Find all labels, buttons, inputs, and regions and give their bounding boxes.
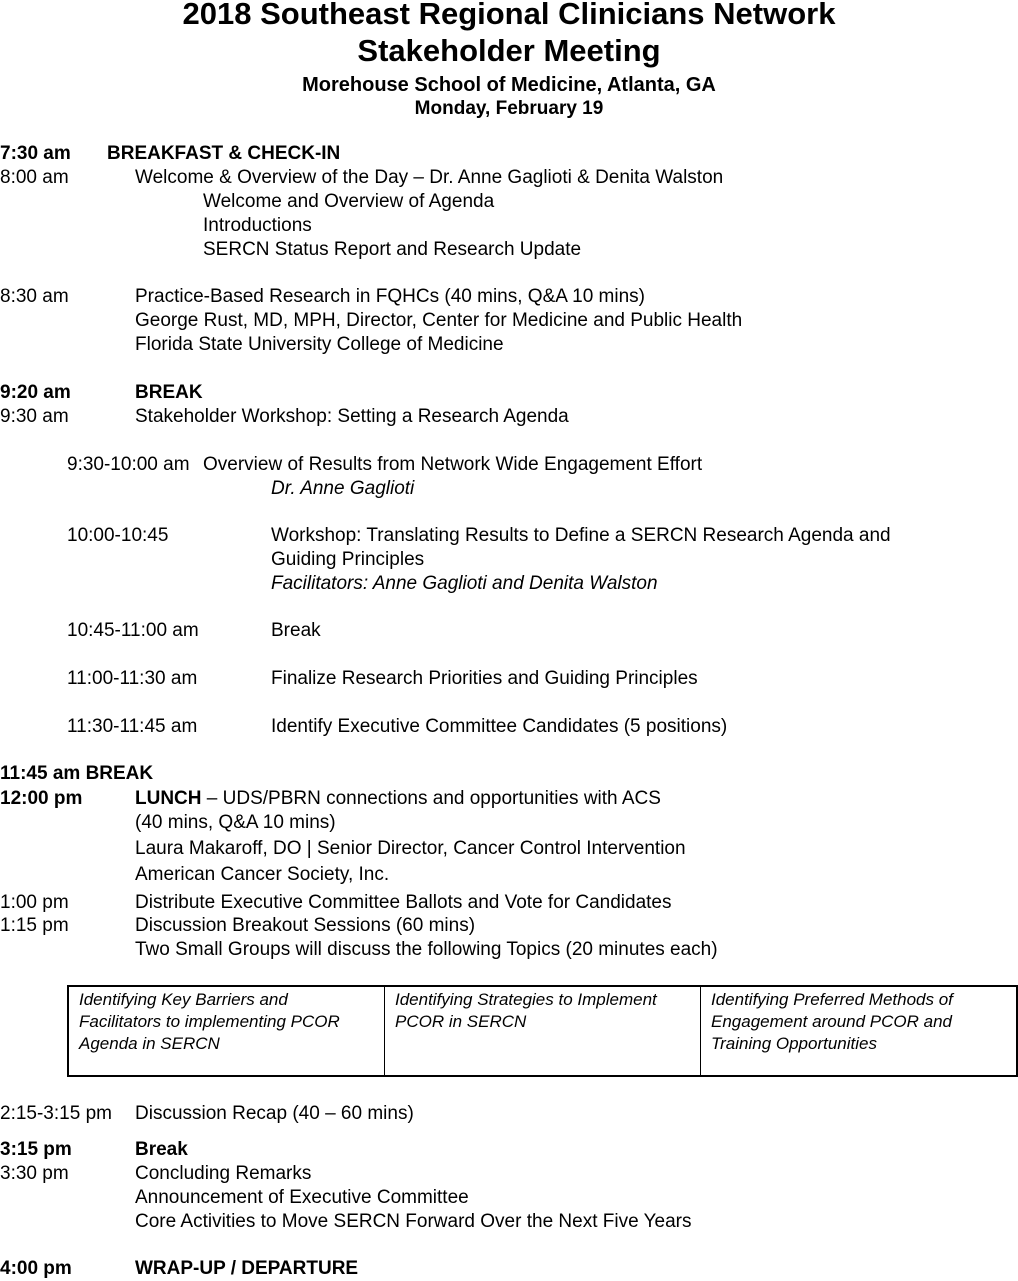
- topic-cell: Identifying Strategies to Implement PCOR in SERCN: [385, 987, 701, 1075]
- item-concluding-sub: Core Activities to Move SERCN Forward Over the Next Five Years: [135, 1211, 692, 1232]
- lunch-label: LUNCH: [135, 788, 202, 809]
- item-research-fqhc: Practice-Based Research in FQHCs (40 mins, Q&A 10 mins): [135, 286, 646, 307]
- item-breakout: Discussion Breakout Sessions (60 mins): [135, 915, 476, 936]
- item-break-315: Break: [135, 1139, 188, 1160]
- session-title: Identify Executive Committee Candidates (5 positions): [271, 716, 728, 737]
- item-workshop: Stakeholder Workshop: Setting a Research Agenda: [135, 406, 569, 427]
- session-speaker: Dr. Anne Gaglioti: [271, 478, 415, 499]
- session-title: Workshop: Translating Results to Define a SERCN Research Agenda and: [271, 525, 891, 546]
- item-breakfast: BREAKFAST & CHECK-IN: [107, 143, 341, 164]
- topic-cell: Identifying Preferred Methods of Engagement around PCOR and Training Opportunities: [711, 990, 953, 1053]
- speaker-affiliation: Florida State University College of Medicine: [135, 334, 504, 355]
- time-1145-break: 11:45 am BREAK: [0, 763, 154, 784]
- page-subtitle: Stakeholder Meeting: [357, 33, 661, 68]
- item-welcome-sub: SERCN Status Report and Research Update: [203, 239, 582, 260]
- time-730: 7:30 am: [0, 143, 71, 164]
- time-100: 1:00 pm: [0, 892, 69, 913]
- session-title: Break: [271, 620, 321, 641]
- time-1200: 12:00 pm: [0, 788, 83, 809]
- item-concluding-sub: Announcement of Executive Committee: [135, 1187, 469, 1208]
- meeting-date: Monday, February 19: [414, 98, 604, 119]
- item-welcome-sub: Introductions: [203, 215, 312, 236]
- lunch-sub: (40 mins, Q&A 10 mins): [135, 812, 336, 833]
- speaker-affiliation: American Cancer Society, Inc.: [135, 864, 390, 885]
- time-830: 8:30 am: [0, 286, 69, 307]
- time-930: 9:30 am: [0, 406, 69, 427]
- session-title: Finalize Research Priorities and Guiding Principles: [271, 668, 698, 689]
- session-title: Overview of Results from Network Wide Engagement Effort: [203, 454, 703, 475]
- session-speaker: Facilitators: Anne Gaglioti and Denita Walston: [271, 573, 658, 594]
- session-title: Guiding Principles: [271, 549, 425, 570]
- time-115: 1:15 pm: [0, 915, 69, 936]
- session-time: 11:00-11:30 am: [67, 668, 198, 689]
- speaker-line: Laura Makaroff, DO | Senior Director, Cancer Control Intervention: [135, 838, 686, 859]
- session-time: 10:45-11:00 am: [67, 620, 199, 641]
- item-concluding: Concluding Remarks: [135, 1163, 312, 1184]
- item-welcome-sub: Welcome and Overview of Agenda: [203, 191, 495, 212]
- time-330: 3:30 pm: [0, 1163, 69, 1184]
- time-400: 4:00 pm: [0, 1258, 72, 1279]
- session-time: 11:30-11:45 am: [67, 716, 198, 737]
- time-920: 9:20 am: [0, 382, 71, 403]
- lunch-desc: – UDS/PBRN connections and opportunities with ACS: [201, 788, 661, 809]
- item-welcome: Welcome & Overview of the Day – Dr. Anne Gaglioti & Denita Walston: [135, 167, 724, 188]
- item-wrapup: WRAP-UP / DEPARTURE: [135, 1258, 359, 1279]
- topic-cell: Identifying Key Barriers and Facilitators to implementing PCOR Agenda in SERCN: [69, 987, 385, 1075]
- venue: Morehouse School of Medicine, Atlanta, GA: [302, 74, 716, 96]
- item-lunch: [135, 787, 661, 811]
- speaker-line: George Rust, MD, MPH, Director, Center for Medicine and Public Health: [135, 310, 743, 331]
- item-ballots: Distribute Executive Committee Ballots and Vote for Candidates: [135, 892, 672, 913]
- item-break: BREAK: [135, 382, 203, 403]
- time-315: 3:15 pm: [0, 1139, 72, 1160]
- page-title: 2018 Southeast Regional Clinicians Network: [182, 0, 836, 31]
- session-time: 9:30-10:00 am: [67, 454, 190, 475]
- item-breakout-sub: Two Small Groups will discuss the following Topics (20 minutes each): [135, 939, 718, 960]
- topics-table: [67, 985, 1018, 1077]
- time-215: 2:15-3:15 pm: [0, 1103, 112, 1124]
- time-800: 8:00 am: [0, 167, 69, 188]
- item-recap: Discussion Recap (40 – 60 mins): [135, 1103, 414, 1124]
- session-time: 10:00-10:45: [67, 525, 169, 546]
